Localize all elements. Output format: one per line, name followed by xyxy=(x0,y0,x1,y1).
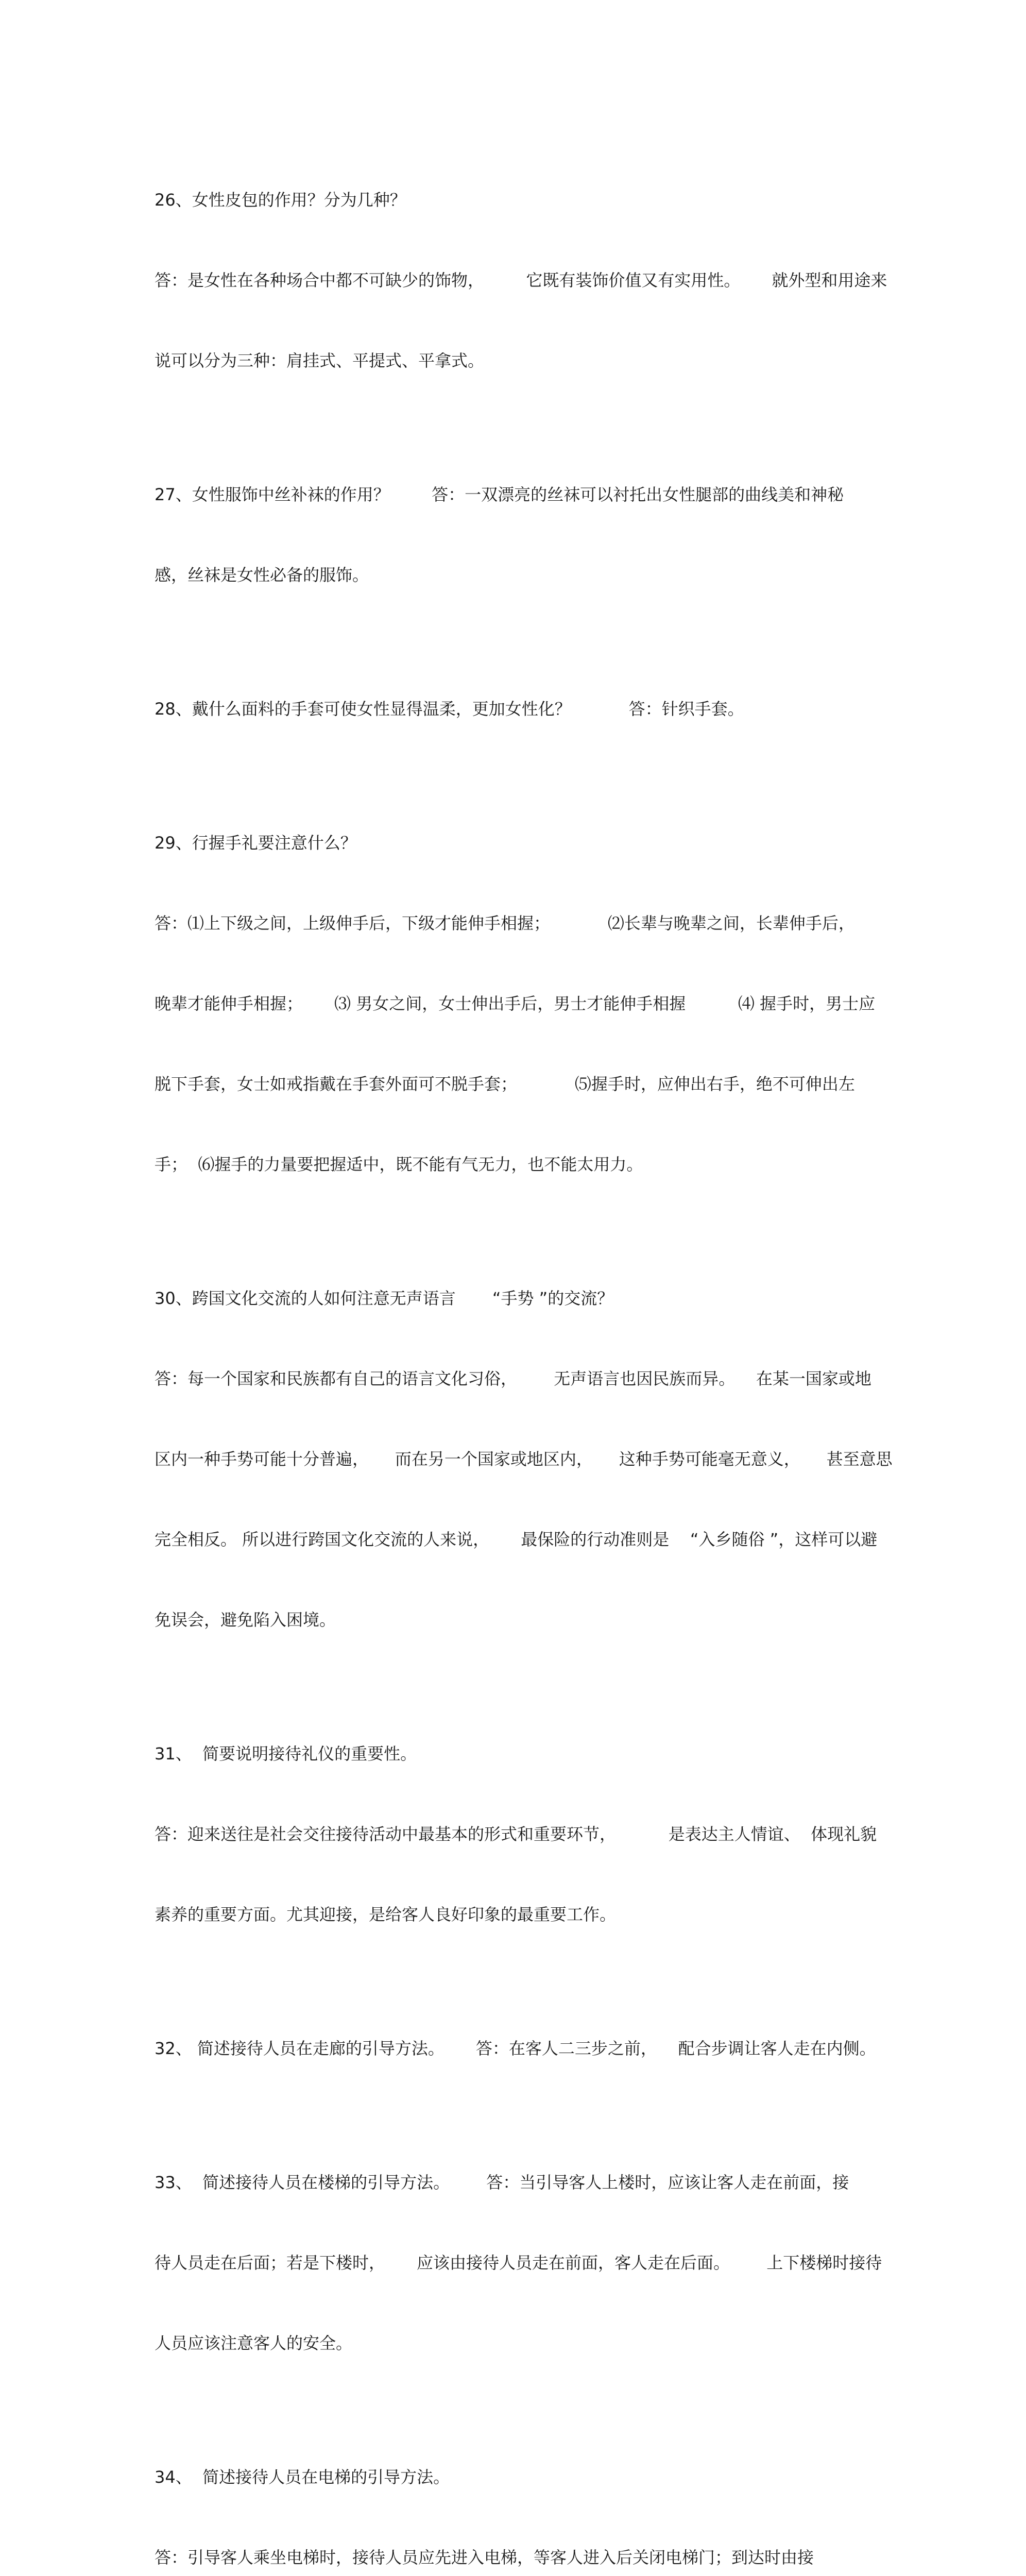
qa-item-27 xyxy=(155,428,927,642)
question-31: 31、 简要说明接待礼仪的重要性。 xyxy=(155,1744,417,1764)
qa-item-26 xyxy=(155,133,927,428)
answer-34-line-1: 答：引导客人乘坐电梯时，接待人员应先进入电梯，等客人进入后关闭电梯门；到达时由接 xyxy=(155,2548,814,2567)
answer-33-line-1: 待人员走在后面；若是下楼时， 应该由接待人员走在前面，客人走在后面。 上下楼梯时接待 xyxy=(155,2253,882,2273)
answer-29-line-1: 答：⑴上下级之间，上级伸手后，下级才能伸手相握； ⑵长辈与晚辈之间，长辈伸手后， xyxy=(155,913,855,933)
qa-item-32 xyxy=(155,1981,927,2115)
question-32: 32、 简述接待人员在走廊的引导方法。 答：在客人二三步之前， 配合步调让客人走在内侧。 xyxy=(155,2039,876,2058)
question-26: 26、女性皮包的作用？分为几种？ xyxy=(155,190,406,210)
answer-29-line-3: 脱下手套，女士如戒指戴在手套外面可不脱手套； ⑸握手时，应伸出右手，绝不可伸出左 xyxy=(155,1074,855,1094)
question-34: 34、 简述接待人员在电梯的引导方法。 xyxy=(155,2467,450,2487)
question-30: 30、跨国文化交流的人如何注意无声语言 “手势 ”的交流？ xyxy=(155,1289,614,1308)
qa-item-29 xyxy=(155,776,927,1231)
qa-item-31 xyxy=(155,1687,927,1981)
document-page xyxy=(155,133,927,2576)
answer-30-line-4: 免误会，避免陷入困境。 xyxy=(155,1610,336,1630)
answer-31-line-2: 素养的重要方面。尤其迎接，是给客人良好印象的最重要工作。 xyxy=(155,1905,617,1924)
answer-30-line-1: 答：每一个国家和民族都有自己的语言文化习俗， 无声语言也因民族而异。 在某一国家或地 xyxy=(155,1369,871,1388)
answer-31-line-1: 答：迎来送往是社会交往接待活动中最基本的形式和重要环节， 是表达主人情谊、 体现礼貌 xyxy=(155,1824,877,1844)
answer-26-line-1: 答：是女性在各种场合中都不可缺少的饰物， 它既有装饰价值又有实用性。 就外型和用途来 xyxy=(155,270,887,290)
answer-30-line-2: 区内一种手势可能十分普遍， 而在另一个国家或地区内， 这种手势可能毫无意义， 甚至意思 xyxy=(155,1449,893,1469)
qa-item-28 xyxy=(155,642,927,776)
question-29: 29、行握手礼要注意什么？ xyxy=(155,833,357,853)
question-33: 33、 简述接待人员在楼梯的引导方法。 答：当引导客人上楼时，应该让客人走在前面，接 xyxy=(155,2173,849,2192)
answer-26-line-2: 说可以分为三种：肩挂式、平提式、平拿式。 xyxy=(155,351,485,370)
answer-29-line-2: 晚辈才能伸手相握； ⑶ 男女之间，女士伸出手后，男士才能伸手相握 ⑷ 握手时，男士应 xyxy=(155,994,876,1013)
answer-30-line-3: 完全相反。 所以进行跨国文化交流的人来说， 最保险的行动准则是 “入乡随俗 ”，这样可以避 xyxy=(155,1530,878,1549)
answer-33-line-2: 人员应该注意客人的安全。 xyxy=(155,2333,353,2353)
question-27: 27、女性服饰中丝补袜的作用？ 答：一双漂亮的丝袜可以衬托出女性腿部的曲线美和神秘 xyxy=(155,485,844,504)
qa-item-33 xyxy=(155,2115,927,2410)
answer-29-line-4: 手； ⑹握手的力量要把握适中，既不能有气无力，也不能太用力。 xyxy=(155,1155,643,1174)
qa-item-30 xyxy=(155,1231,927,1687)
qa-item-34 xyxy=(155,2410,927,2576)
question-28: 28、戴什么面料的手套可使女性显得温柔，更加女性化？ 答：针织手套。 xyxy=(155,699,744,719)
answer-27-line-1: 感，丝袜是女性必备的服饰。 xyxy=(155,565,369,585)
